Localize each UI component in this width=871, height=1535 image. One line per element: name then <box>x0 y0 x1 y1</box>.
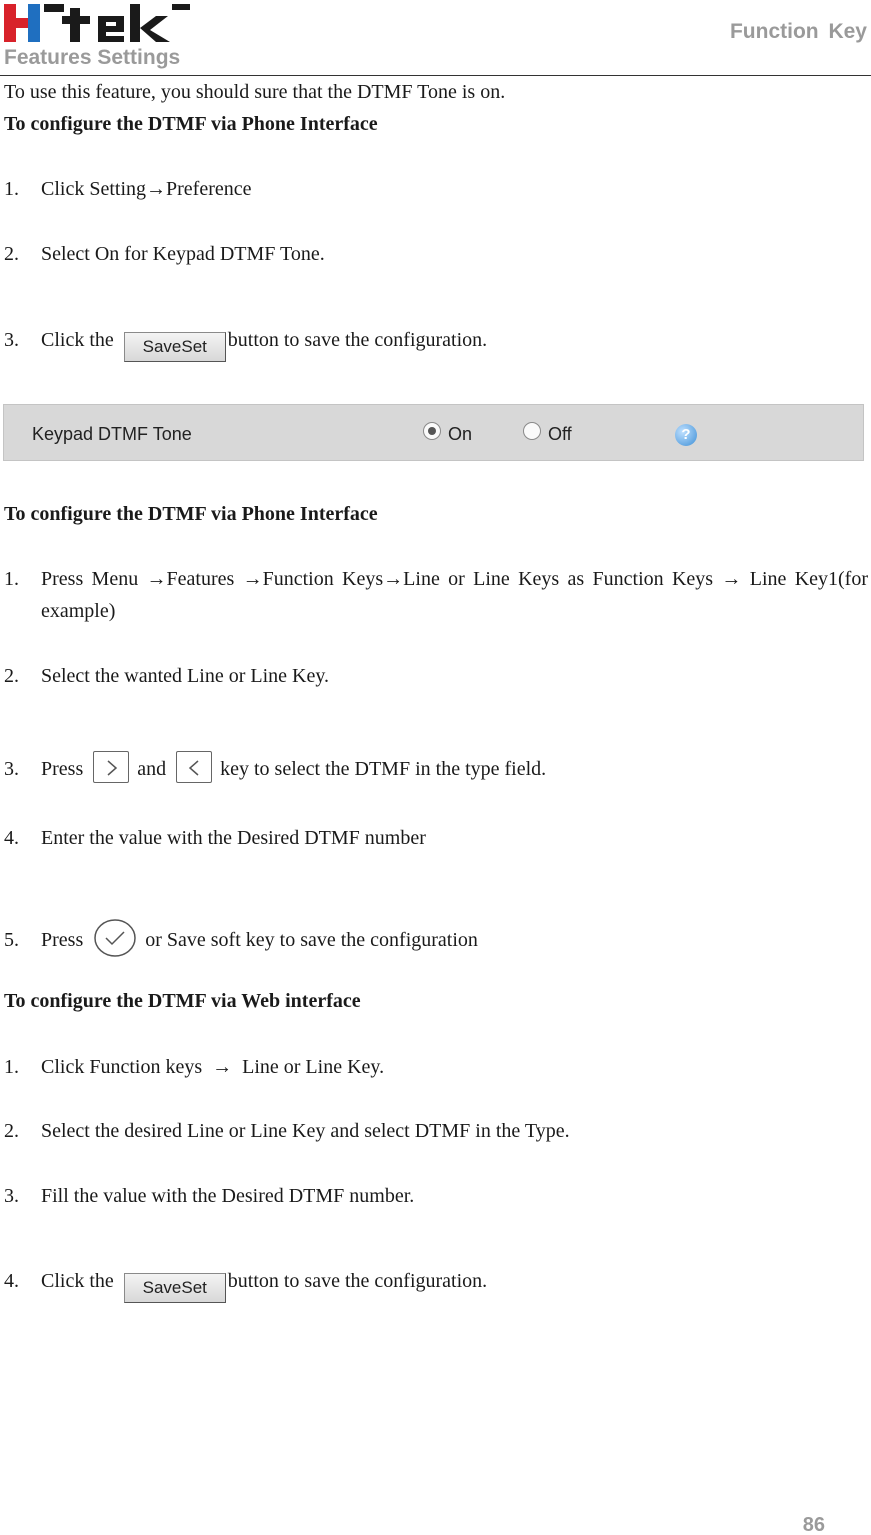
saveset-button[interactable]: SaveSet <box>124 1273 226 1303</box>
htek-logo <box>4 2 194 44</box>
step-text-post: or Save soft key to save the configuration <box>145 929 478 951</box>
step-number: 3. <box>4 329 19 351</box>
section2-step-5 <box>4 918 478 958</box>
step-number: 5. <box>4 929 19 951</box>
section2-step-3 <box>4 751 546 783</box>
step-text: Select the wanted Line or Line Key. <box>41 665 330 687</box>
right-arrow-key-icon <box>93 751 129 783</box>
section1-heading: To configure the DTMF via Phone Interface <box>4 113 378 135</box>
step-number: 3. <box>4 758 19 780</box>
step-number: 4. <box>4 1270 19 1292</box>
header-section-name: Features Settings <box>4 46 181 69</box>
page-header <box>0 0 871 76</box>
help-icon[interactable]: ? <box>675 424 697 446</box>
saveset-button[interactable]: SaveSet <box>124 332 226 362</box>
section3-step-1 <box>4 1055 384 1079</box>
section2-step-2 <box>4 664 329 688</box>
step-text: Select the desired Line or Line Key and select DTMF in the Type. <box>41 1120 570 1142</box>
step-text: Select On for Keypad DTMF Tone. <box>41 243 325 265</box>
section3-step-4 <box>4 1269 487 1303</box>
keypad-dtmf-tone-label: Keypad DTMF Tone <box>32 424 192 444</box>
step-number: 2. <box>4 243 19 265</box>
keypad-dtmf-tone-panel <box>3 404 864 461</box>
step-number: 1. <box>4 178 19 200</box>
step-text: Enter the value with the Desired DTMF number <box>41 827 426 849</box>
section1-step-1 <box>4 177 252 201</box>
page-number: 86 <box>802 1514 825 1535</box>
dtmf-on-label: On <box>448 424 473 444</box>
section1-step-2 <box>4 242 325 266</box>
dtmf-on-radio[interactable] <box>423 422 441 440</box>
step-text: Click Setting→Preference <box>41 178 252 200</box>
section3-heading: To configure the DTMF via Web interface <box>4 990 361 1012</box>
step-text: Fill the value with the Desired DTMF number. <box>41 1185 415 1207</box>
section2-step-1 <box>4 563 868 627</box>
section3-step-2 <box>4 1119 570 1143</box>
step-number: 2. <box>4 665 19 687</box>
step-text: Click Function keys → Line or Line Key. <box>41 1056 385 1078</box>
intro-text: To use this feature, you should sure that the DTMF Tone is on. <box>4 81 506 103</box>
step-number: 1. <box>4 1056 19 1078</box>
section2-step-4 <box>4 826 426 850</box>
section3-step-3 <box>4 1184 414 1208</box>
header-chapter-name: Function Key <box>729 20 867 43</box>
ok-checkmark-key-icon <box>93 918 137 958</box>
section2-heading: To configure the DTMF via Phone Interface <box>4 503 378 525</box>
step-text-pre: Press <box>41 758 84 780</box>
step-text-pre: Click the <box>41 1270 114 1292</box>
left-arrow-key-icon <box>176 751 212 783</box>
step-text-post: button to save the configuration. <box>227 1270 488 1292</box>
step-number: 3. <box>4 1185 19 1207</box>
step-text-post: key to select the DTMF in the type field. <box>220 758 547 780</box>
step-number: 1. <box>4 568 19 590</box>
section1-step-3 <box>4 328 487 362</box>
dtmf-off-label: Off <box>548 424 572 444</box>
step-number: 4. <box>4 827 19 849</box>
step-text-post: button to save the configuration. <box>227 329 488 351</box>
step-text: Press Menu →Features →Function Keys→Line or Line Keys as Function Keys → Line Key1(for example) <box>41 568 868 622</box>
step-number: 2. <box>4 1120 19 1142</box>
step-text-mid: and <box>137 758 167 780</box>
step-text-pre: Press <box>41 929 84 951</box>
step-text-pre: Click the <box>41 329 114 351</box>
dtmf-off-radio[interactable] <box>523 422 541 440</box>
